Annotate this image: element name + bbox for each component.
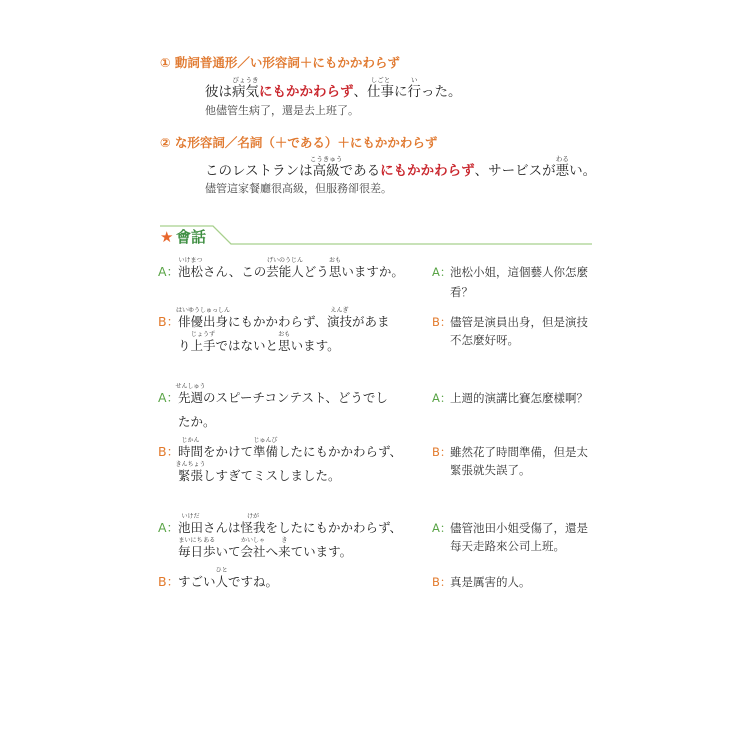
ruby-base: 準備 [253,444,279,459]
dialogue-line [175,461,341,484]
ruby-base: 毎日 [178,544,204,559]
section-rule [0,0,750,260]
dialogue-line [178,437,403,460]
ruby-base: 思 [278,338,291,353]
text-run: い。 [569,163,597,179]
translation-speaker-label: A： [432,521,452,535]
translation-line: 池松小姐，這個藝人你怎麼 [450,265,588,279]
translation-speaker-label: A： [432,265,452,279]
dialogue-line [178,331,340,354]
furigana: びょうき [232,76,259,84]
translation-speaker-label: B： [432,575,452,589]
ruby-word [240,537,266,560]
ruby-word [327,307,353,330]
ruby-word [178,437,204,460]
text-run: があま [352,314,390,329]
ruby-base: 先週 [178,390,204,405]
text-run: 彼は [205,84,232,100]
speaker-label: B： [158,574,180,589]
speaker-label: A： [158,520,180,535]
ruby-base: 人 [215,574,229,589]
furigana: い [411,76,418,84]
furigana: せんしゅう [175,383,206,390]
text-run: ではないと [215,338,279,353]
text-run: たか。 [178,414,216,429]
ruby-word [253,437,279,460]
text-run: ですね。 [228,574,279,589]
text-run: である [339,163,381,179]
furigana: まいにち [178,537,203,544]
ruby-base: 高級 [312,163,340,179]
text-run: に [394,84,408,100]
ruby-base: 怪我 [240,520,266,535]
furigana: しごと [370,76,391,84]
translation-line: 不怎麼好呀。 [450,333,519,347]
furigana: こうきゅう [309,155,343,163]
ruby-base: 思 [328,264,342,279]
ruby-word [178,537,204,560]
translation-speaker-label: A： [432,391,452,405]
furigana: いけまつ [178,257,203,264]
ruby-base: 池田 [178,520,204,535]
ruby-base: 悪 [555,163,570,179]
ruby-base: 池松 [178,264,204,279]
ruby-base: 会社 [240,544,266,559]
text-run: り [178,338,191,353]
dialogue-line [178,513,403,536]
ruby-base: 芸能人 [266,264,304,279]
ruby-base: 俳優出身 [178,314,229,329]
ruby-word [203,537,216,560]
grammar-heading-1: ① 動詞普通形／い形容詞＋にもかかわらず [160,55,400,70]
grammar-emphasis: にもかかわらず [259,84,354,100]
text-run: へ [265,544,279,559]
furigana: き [281,537,288,544]
example-translation-1: 他儘管生病了，還是去上班了。 [205,104,359,117]
ruby-word [278,331,291,354]
speaker-label: A： [158,264,180,279]
ruby-word [278,537,291,560]
text-run: にもかかわらず、 [228,314,328,329]
text-run: います。 [290,338,340,353]
translation-line: 儘管是演員出身，但是演技 [450,315,588,329]
text-run: をかけて [203,444,254,459]
text-run: いて [215,544,241,559]
ruby-word [266,257,304,280]
example-translation-2: 儘管這家餐廳很高級，但服務卻很差。 [205,182,392,195]
ruby-word [215,567,229,590]
text-run: のスピーチコンテスト、どうでし [203,390,388,405]
ruby-base: 病気 [232,84,259,100]
dialogue-line [178,414,216,430]
ruby-word [328,257,342,280]
text-run: った。 [421,84,462,100]
ruby-word [175,461,206,484]
furigana: いけだ [181,513,200,520]
ruby-base: 時間 [178,444,204,459]
text-run: さんは [203,520,241,535]
furigana: かいしゃ [241,537,266,544]
furigana: じかん [181,437,200,444]
ruby-word [175,307,231,330]
furigana: えんぎ [330,307,349,314]
text-run: をしたにもかかわらず、 [265,520,403,535]
ruby-base: 歩 [203,544,216,559]
ruby-word [240,513,266,536]
text-run: どう [303,264,329,279]
dialogue-line [178,257,404,280]
ruby-base: 上手 [190,338,216,353]
ruby-word [190,331,216,354]
furigana: きんちょう [175,461,206,468]
dialogue-line [178,567,279,590]
speaker-label: B： [158,444,180,459]
grammar-heading-2: ② な形容詞／名詞（＋である）＋にもかかわらず [160,135,438,150]
translation-speaker-label: B： [432,315,452,329]
ruby-base: 緊張 [178,468,204,483]
dialogue-line [175,307,390,330]
translation-line: 儘管池田小姐受傷了，還是 [450,521,588,535]
text-run: したにもかかわらず、 [278,444,403,459]
text-run: さん、この [203,264,267,279]
ruby-base: 来 [278,544,291,559]
translation-line: 真是厲害的人。 [450,575,531,589]
furigana: げいのうじん [267,257,304,264]
grammar-emphasis: にもかかわらず [380,163,475,179]
text-run: いますか。 [341,264,404,279]
ruby-word [175,383,206,406]
furigana: おも [278,331,291,338]
furigana: ある [203,537,216,544]
furigana: じょうず [191,331,216,338]
translation-line: 上週的演講比賽怎麼樣啊？ [450,391,588,405]
furigana: わる [555,155,569,163]
speaker-label: B： [158,314,180,329]
section-rule-line [160,226,592,244]
text-run: しすぎてミスしました。 [203,468,341,483]
text-run: 、 [353,84,367,100]
ruby-word [178,513,204,536]
translation-line: 緊張就失誤了。 [450,463,531,477]
furigana: おも [329,257,342,264]
translation-line: 看？ [450,285,473,299]
conversation-title: 會話 [176,228,207,246]
furigana: じゅんび [253,437,278,444]
translation-line: 雖然花了時間準備，但是太 [450,445,588,459]
dialogue-line [178,537,353,560]
star-icon: ★ [160,228,174,246]
furigana: はいゆうしゅっしん [175,307,231,314]
furigana: ひと [215,567,228,574]
translation-line: 每天走路來公司上班。 [450,539,565,553]
ruby-base: 仕事 [367,84,394,100]
text-run: 、サービスが [474,163,556,179]
text-run: ています。 [290,544,353,559]
translation-speaker-label: B： [432,445,452,459]
dialogue-line [175,383,388,406]
speaker-label: A： [158,390,180,405]
ruby-word [178,257,204,280]
furigana: けが [247,513,260,520]
text-run: このレストランは [205,163,313,179]
ruby-base: 演技 [327,314,353,329]
text-run: すごい [178,574,216,589]
ruby-base: 行 [407,84,421,100]
